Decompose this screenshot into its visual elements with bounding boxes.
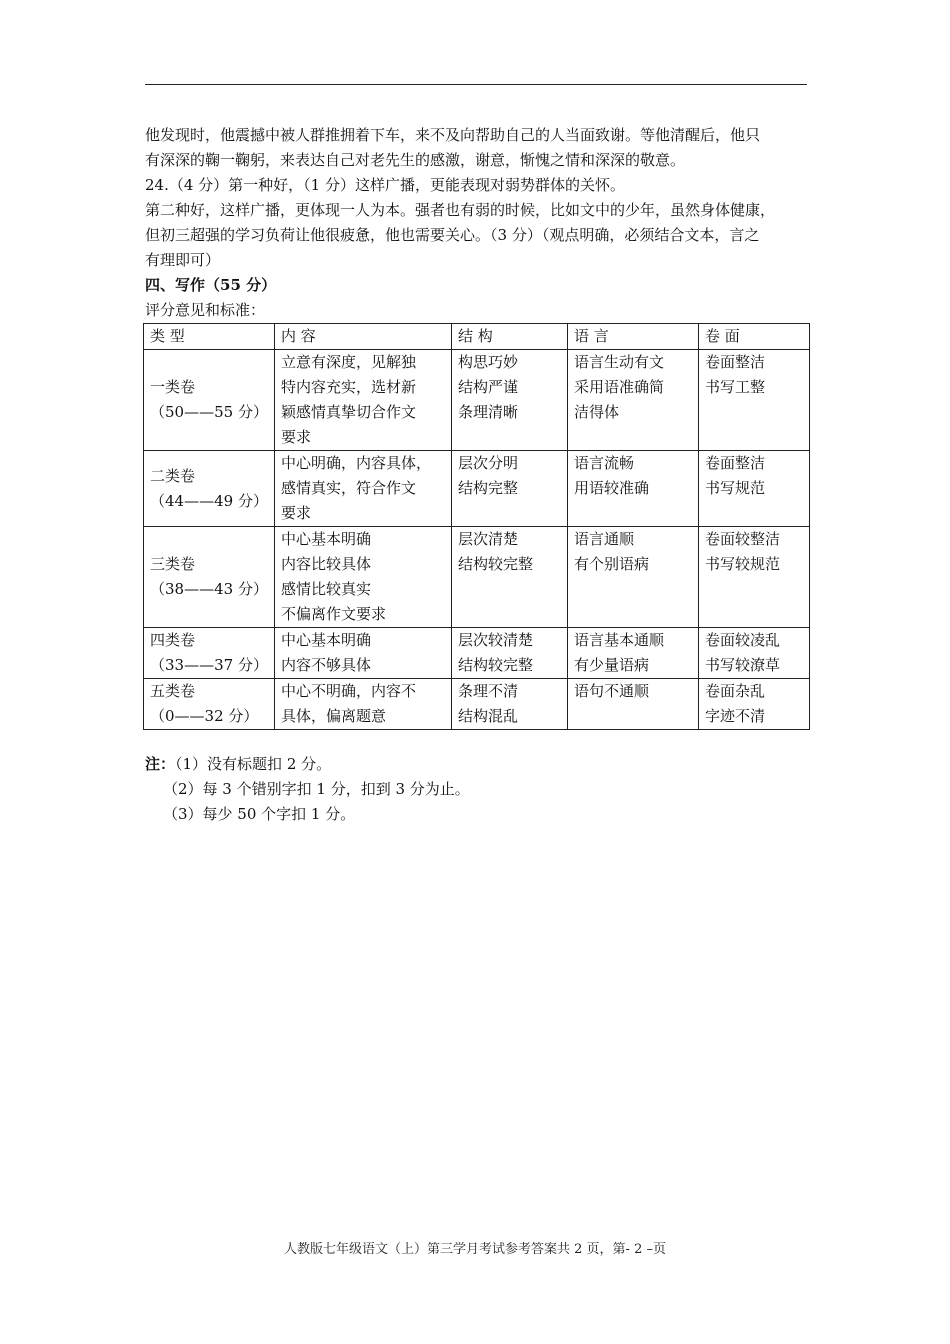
table-row [144, 527, 810, 628]
cell-line: 中心明确，内容具体， [281, 454, 432, 472]
table-row [144, 350, 810, 451]
surface-cell [699, 350, 810, 451]
surface-cell [699, 679, 810, 730]
header-rule [145, 84, 807, 85]
language-cell [568, 679, 699, 730]
cell-line: 书写工整 [705, 378, 766, 396]
cell-line: 结构较完整 [458, 555, 534, 573]
type-label: 二类卷 [150, 466, 196, 485]
type-cell [144, 527, 275, 628]
cell-line: 书写较规范 [705, 555, 781, 573]
cell-line: 构思巧妙 [458, 353, 519, 371]
structure-cell [452, 679, 568, 730]
cell-line: 书写较潦草 [705, 656, 781, 674]
type-cell [144, 679, 275, 730]
cell-line: 结构完整 [458, 479, 519, 497]
content-cell [275, 451, 452, 527]
cell-line: 中心基本明确 [281, 631, 372, 649]
cell-line: 有少量语病 [574, 656, 650, 674]
table-header-row [144, 324, 810, 350]
cell-line: 感情真实，符合作文 [281, 479, 417, 497]
page-footer: 人教版七年级语文（上）第三学月考试参考答案共 2 页，第- 2 –页 [284, 1242, 666, 1257]
type-cell [144, 628, 275, 679]
cell-line: 条理清晰 [458, 403, 519, 421]
cell-line: 特内容充实，选材新 [281, 378, 417, 396]
type-label: 四类卷 [150, 631, 196, 649]
cell-line: 卷面整洁 [705, 454, 766, 472]
score-range: （44——49 分） [150, 491, 268, 510]
note-2: （2）每 3 个错别字扣 1 分，扣到 3 分为止。 [163, 780, 470, 798]
header-content: 内 容 [275, 324, 452, 350]
header-structure: 结 构 [452, 324, 568, 350]
cell-line: 卷面杂乱 [705, 682, 766, 700]
score-range: （0——32 分） [150, 707, 259, 725]
answer-text [145, 123, 809, 323]
note-3: （3）每少 50 个字扣 1 分。 [163, 805, 356, 823]
paragraph-line: 有深深的鞠一鞠躬，来表达自己对老先生的感激，谢意，惭愧之情和深深的敬意。 [145, 151, 686, 169]
cell-line: 语言生动有文 [574, 353, 665, 371]
cell-line: 语言基本通顺 [574, 631, 665, 649]
cell-line: 具体，偏离题意 [281, 707, 387, 725]
structure-cell [452, 350, 568, 451]
cell-line: 语言通顺 [574, 530, 635, 548]
cell-line: 感情比较真实 [281, 580, 372, 598]
language-cell [568, 527, 699, 628]
content-cell [275, 679, 452, 730]
structure-cell [452, 451, 568, 527]
grading-table [143, 323, 810, 730]
paragraph-line: 有理即可） [145, 251, 221, 269]
cell-line: 层次分明 [458, 454, 519, 472]
content-cell [275, 628, 452, 679]
notes-section [145, 752, 470, 827]
cell-line: 结构严谨 [458, 378, 519, 396]
paragraph-line: 但初三超强的学习负荷让他很疲惫，他也需要关心。（3 分）（观点明确，必须结合文本，言之 [145, 226, 760, 244]
cell-line: 用语较准确 [574, 479, 650, 497]
type-label: 三类卷 [150, 555, 196, 573]
language-cell [568, 628, 699, 679]
score-range: （38——43 分） [150, 580, 268, 598]
score-range: （33——37 分） [150, 656, 268, 674]
notes-label: 注： [145, 755, 176, 773]
table-row [144, 451, 810, 527]
type-label: 一类卷 [150, 378, 196, 396]
table-row [144, 628, 810, 679]
cell-line: 中心基本明确 [281, 530, 372, 548]
cell-line: 条理不清 [458, 682, 519, 700]
section-heading: 四、写作（55 分） [145, 276, 277, 294]
cell-line: 层次清楚 [458, 530, 519, 548]
cell-line: 内容比较具体 [281, 555, 372, 573]
note-1: （1）没有标题扣 2 分。 [175, 755, 332, 773]
content-cell [275, 527, 452, 628]
surface-cell [699, 628, 810, 679]
cell-line: 语句不通顺 [574, 682, 650, 700]
cell-line: 结构混乱 [458, 707, 519, 725]
content-cell [275, 350, 452, 451]
surface-cell [699, 527, 810, 628]
cell-line: 卷面较整洁 [705, 530, 781, 548]
cell-line: 要求 [281, 504, 312, 522]
language-cell [568, 350, 699, 451]
type-cell [144, 451, 275, 527]
language-cell [568, 451, 699, 527]
cell-line: 结构较完整 [458, 656, 534, 674]
cell-line: 卷面整洁 [705, 353, 766, 371]
paragraph-line: 他发现时，他震撼中被人群推拥着下车，来不及向帮助自己的人当面致谢。等他清醒后，他只 [145, 126, 761, 144]
cell-line: 层次较清楚 [458, 631, 534, 649]
header-language: 语 言 [568, 324, 699, 350]
cell-line: 书写规范 [705, 479, 766, 497]
cell-line: 内容不够具体 [281, 656, 372, 674]
cell-line: 颖感情真挚切合作文 [281, 403, 417, 421]
cell-line: 卷面较凌乱 [705, 631, 781, 649]
type-label: 五类卷 [150, 682, 196, 700]
type-cell [144, 350, 275, 451]
header-surface: 卷 面 [699, 324, 810, 350]
cell-line: 要求 [281, 428, 312, 446]
cell-line: 语言流畅 [574, 454, 635, 472]
cell-line: 字迹不清 [705, 707, 766, 725]
structure-cell [452, 527, 568, 628]
table-row [144, 679, 810, 730]
cell-line: 不偏离作文要求 [281, 605, 387, 623]
table-intro: 评分意见和标准： [145, 301, 266, 319]
question-24-answer: 24.（4 分）第一种好，（1 分）这样广播，更能表现对弱势群体的关怀。 [145, 176, 625, 194]
cell-line: 有个别语病 [574, 555, 650, 573]
surface-cell [699, 451, 810, 527]
score-range: （50——55 分） [150, 403, 268, 421]
note-line [145, 752, 470, 777]
cell-line: 采用语准确简 [574, 378, 665, 396]
cell-line: 中心不明确，内容不 [281, 682, 417, 700]
paragraph-line: 第二种好，这样广播，更体现一人为本。强者也有弱的时候，比如文中的少年，虽然身体健康， [145, 201, 776, 219]
cell-line: 立意有深度，见解独 [281, 353, 417, 371]
cell-line: 洁得体 [574, 403, 620, 421]
structure-cell [452, 628, 568, 679]
header-type: 类 型 [144, 324, 275, 350]
